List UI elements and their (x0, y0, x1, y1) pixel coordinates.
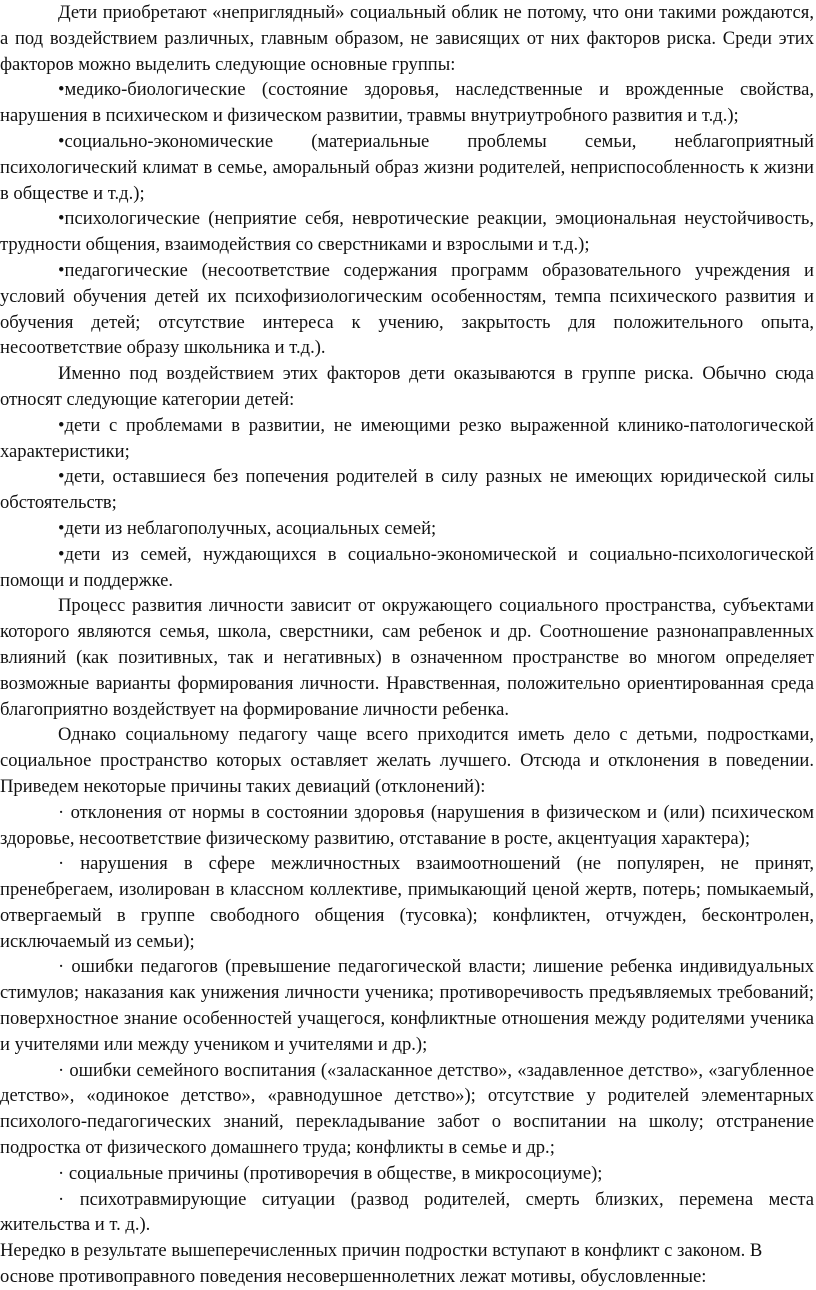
list-item-socio-economic: •социально-экономические (материальные проблемы семьи, неблагоприятный психологический климат в семье, аморальный образ жизни родителей, неприспособленность к жизни в обществе и т.д.); (0, 130, 814, 204)
list-item-traumatic-situations: · психотравмирующие ситуации (развод родителей, смерть близких, перемена места жительства и т. д.). (0, 1188, 814, 1236)
list-item-teacher-errors: · ошибки педагогов (превышение педагогической власти; лишение ребенка индивидуальных стимулов; наказания как унижения личности ученика; противоречивость предъявляемых требований; поверхностное знание особенностей учащегося, конфликтные отношения между родителями ученика и учителями или между учеником и учителями и др.); (0, 956, 814, 1055)
list-item-pedagogical: •педагогические (несоответствие содержания программ образовательного учреждения и условий обучения детей их психофизиологическим особенностям, темпа психического развития и обучения детей; отсутствие интереса к учению, закрытость для положительного опыта, несоответствие образу школьника и т.д.). (0, 259, 814, 359)
paragraph-risk-group: Именно под воздействием этих факторов дети оказываются в группе риска. Обычно сюда относят следующие категории детей: (0, 363, 814, 410)
list-item-interpersonal-disorders: · нарушения в сфере межличностных взаимоотношений (не популярен, не принят, пренебрегаем, изолирован в классном коллективе, примыкающий ценой жертв, потерь; помыкаемый, отвергаемый в группе свободного общения (тусовка); конфликтен, отчужден, бесконтролен, исключаемый из семьи); (0, 853, 814, 952)
paragraph-intro: Дети приобретают «неприглядный» социальный облик не потому, что они такими рождаются, а под воздействием различных, главным образом, не зависящих от них факторов риска. Среди этих факторов можно выделить следующие основные группы: (0, 2, 814, 75)
paragraph-conflict-with-law: Нередко в результате вышеперечисленных причин подростки вступают в конфликт с законом. В основе противоправного поведения несовершеннолетних лежат мотивы, обусловленные: (0, 1240, 763, 1288)
list-item-social-causes: · социальные причины (противоречия в обществе, в микросоциуме); (58, 1162, 603, 1184)
list-item-family-upbringing-errors: · ошибки семейного воспитания («заласканное детство», «задавленное детство», «загубленное детство», «одинокое детство», «равнодушное детство»); отсутствие у родителей элементарных психолого-педагогических знаний, перекладывание забот о воспитании на школу; отстранение подростка от физического домашнего труда; конфликты в семье и др.; (0, 1059, 814, 1159)
list-item-health-deviations: · отклонения от нормы в состоянии здоровья (нарушения в физическом и (или) психическом здоровье, несоответствие физическому развитию, отставание в росте, акцентуация характера); (0, 801, 814, 849)
list-item-dysfunctional-families: •дети из неблагополучных, асоциальных семей; (58, 517, 437, 539)
list-item-development-problems: •дети с проблемами в развитии, не имеющими резко выраженной клинико-патологической характеристики; (0, 414, 814, 462)
paragraph-personality-development: Процесс развития личности зависит от окружающего социального пространства, субъектами которого являются семья, школа, сверстники, сам ребенок и др. Соотношение разнонаправленных влияний (как позитивных, так и негативных) в означенном пространстве во многом определяет возможные варианты формирования личности. Нравственная, положительно ориентированная среда благоприятно воздействует на формирование личности ребенка. (0, 595, 814, 720)
list-item-psychological: •психологические (неприятие себя, невротические реакции, эмоциональная неустойчивость, трудности общения, взаимодействия со сверстниками и взрослыми и т.д.); (0, 208, 814, 256)
paragraph-social-pedagogue: Однако социальному педагогу чаще всего приходится иметь дело с детьми, подростками, социальное пространство которых оставляет желать лучшего. Отсюда и отклонения в поведении. Приведем некоторые причины таких девиаций (отклонений): (0, 724, 814, 797)
list-item-medical-biological: •медико-биологические (состояние здоровья, наследственные и врожденные свойства, нарушения в психическом и физическом развитии, травмы внутриутробного развития и т.д.); (0, 79, 814, 127)
list-item-families-needing-help: •дети из семей, нуждающихся в социально-экономической и социально-психологической помощи и поддержке. (0, 543, 814, 591)
list-item-without-parental-care: •дети, оставшиеся без попечения родителей в силу разных не имеющих юридической силы обстоятельств; (0, 466, 814, 514)
